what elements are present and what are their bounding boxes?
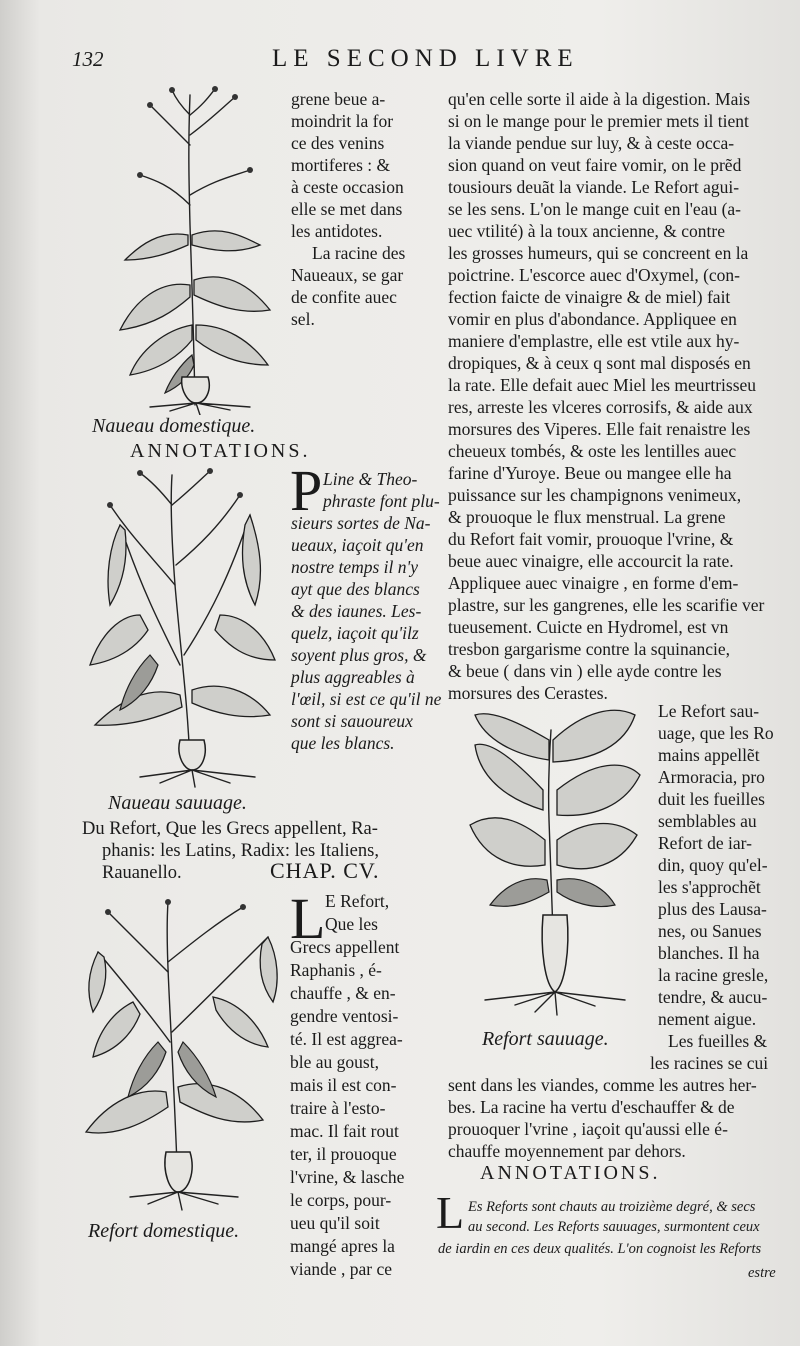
text-line: ueu qu'il soit <box>290 1213 380 1233</box>
text-line: à ceste occasion <box>291 177 404 197</box>
text-line: Refort de iar- <box>658 833 752 853</box>
text-line: poictrine. L'escorce auec d'Oxymel, (con- <box>448 265 741 285</box>
text-line: si on le mange pour le premier mets il tient <box>448 111 749 131</box>
naueau-domestique-illustration <box>110 85 280 415</box>
text-line: té. Il est aggrea- <box>290 1029 403 1049</box>
text-line: du Refort fait vomir, prouoque l'vrine, & <box>448 529 734 549</box>
text-line: plus des Lausa- <box>658 899 767 919</box>
text-line: nement aigue. <box>658 1009 757 1029</box>
text-line: mais il est con- <box>290 1075 397 1095</box>
text-line: prouoquer l'vrine , iaçoit qu'aussi elle é- <box>448 1119 728 1139</box>
text-line: qu'en celle sorte il aide à la digestion. Mais <box>448 89 751 109</box>
text-line: maniere d'emplastre, elle est vtile aux hy- <box>448 331 740 351</box>
text-line: vomir en plus d'abondance. Appliquee en <box>448 309 737 329</box>
text-line: Armoracia, pro <box>658 767 765 787</box>
text-line: au second. Les Reforts sauuages, surmontent ceux <box>468 1219 760 1235</box>
refort-domestique-illustration <box>78 892 283 1212</box>
text-line: E Refort, <box>325 891 390 911</box>
text-line: moindrit la for <box>291 111 394 131</box>
text-line: mac. Il fait rout <box>290 1121 399 1141</box>
text-line: la racine gresle, <box>658 965 769 985</box>
text-line: sel. <box>291 309 315 329</box>
text-line: mortiferes : & <box>291 155 391 175</box>
drop-cap: L <box>436 1187 465 1238</box>
text-line: que les blancs. <box>291 733 395 753</box>
annotations-heading: ANNOTATIONS. <box>130 440 311 462</box>
text-line: se les sens. L'on le mange cuit en l'eau (a- <box>448 199 742 219</box>
text-line: & beue ( dans vin ) elle ayde contre les <box>448 661 722 681</box>
naueau-sauuage-illustration <box>80 465 280 790</box>
text-line: les antidotes. <box>291 221 383 241</box>
text-line: morsures des Viperes. Elle fait renaistre les <box>448 419 751 439</box>
plant-caption: Naueau sauuage. <box>108 792 247 814</box>
plant-caption: Refort domestique. <box>88 1220 240 1242</box>
text-line: blanches. Il ha <box>658 943 760 963</box>
text-line: duit les fueilles <box>658 789 765 809</box>
text-line: chauffe , & en- <box>290 983 396 1003</box>
catchword: estre <box>748 1265 776 1281</box>
text-line: La racine des <box>312 243 406 263</box>
text-line: mains appellẽt <box>658 745 760 765</box>
text-line: cheueux tombés, & oste les lentilles auec <box>448 441 737 461</box>
text-line: chauffe moyennement par dehors. <box>448 1141 686 1161</box>
chapter-title-line: Du Refort, Que les Grecs appellent, Ra- <box>82 819 378 839</box>
text-line: plus aggreables à <box>291 667 415 687</box>
text-line: la rate. Elle defait auec Miel les meurtrisseu <box>448 375 757 395</box>
text-line: nes, ou Sanues <box>658 921 762 941</box>
text-line: grene beue a- <box>291 89 386 109</box>
text-line: Le Refort sau- <box>658 701 760 721</box>
text-line: soyent plus gros, & <box>291 645 427 665</box>
text-line: sont si sauoureux <box>291 711 413 731</box>
text-line: Line & Theo- <box>323 469 418 489</box>
text-line: phraste font plu- <box>323 491 440 511</box>
text-line: quelz, iaçoit qu'ilz <box>291 623 419 643</box>
text-line: traire à l'esto- <box>290 1098 386 1118</box>
text-line: de iardin en ces deux qualités. L'on cognoist les Reforts <box>438 1241 762 1257</box>
text-line: gendre ventosi- <box>290 1006 399 1026</box>
text-line: uec vtilité) à la toux ancienne, & contre <box>448 221 725 241</box>
text-line: morsures des Cerastes. <box>448 683 608 703</box>
text-line: mangé apres la <box>290 1236 395 1256</box>
text-line: fection faicte de vinaigre & de miel) fait <box>448 287 731 307</box>
text-line: tueusement. Cuicte en Hydromel, est vn <box>448 617 729 637</box>
plant-caption: Refort sauuage. <box>482 1028 609 1050</box>
text-line: ueaux, iaçoit qu'en <box>291 535 424 555</box>
text-line: bes. La racine ha vertu d'eschauffer & de <box>448 1097 735 1117</box>
text-line: ter, il prouoque <box>290 1144 397 1164</box>
plant-caption: Naueau domestique. <box>92 415 256 437</box>
text-line: sent dans les viandes, comme les autres her- <box>448 1075 757 1095</box>
page-number: 132 <box>72 47 104 71</box>
text-line: tendre, & aucu- <box>658 987 768 1007</box>
text-line: sion quand on veut faire vomir, on le prẽd <box>448 155 742 175</box>
text-line: res, arreste les vlceres corrosifs, & aide aux <box>448 397 753 417</box>
text-line: Les fueilles & <box>668 1031 768 1051</box>
chapter-number: CHAP. CV. <box>270 858 380 883</box>
refort-sauuage-illustration <box>445 700 650 1020</box>
text-line: ble au goust, <box>290 1052 379 1072</box>
text-line: la viande pendue sur luy, & à ceste occa- <box>448 133 735 153</box>
text-line: le corps, pour- <box>290 1190 392 1210</box>
text-line: beue auec vinaigre, elle accourcit la rate. <box>448 551 734 571</box>
chapter-title-line: Rauanello. <box>102 863 182 883</box>
text-line: dropiques, & à ceux q sont mal disposés en <box>448 353 751 373</box>
text-line: Raphanis , é- <box>290 960 382 980</box>
text-line: sieurs sortes de Na- <box>291 513 431 533</box>
text-line: & prouoque le flux menstrual. La grene <box>448 507 726 527</box>
text-line: les racines se cui <box>650 1053 769 1073</box>
text-line: Es Reforts sont chauts au troizième degré, & secs <box>468 1199 756 1215</box>
text-line: de confite auec <box>291 287 397 307</box>
text-line: l'œil, si est ce qu'il ne <box>291 689 442 709</box>
text-line: semblables au <box>658 811 757 831</box>
running-title: LE SECOND LIVRE <box>272 45 579 72</box>
drop-cap: L <box>290 886 326 951</box>
text-line: Que les <box>325 914 378 934</box>
text-line: Appliquee auec vinaigre , en forme d'em- <box>448 573 739 593</box>
text-line: tresbon gargarisme contre la squinancie, <box>448 639 731 659</box>
text-line: farine d'Yuroye. Beue ou mangee elle ha <box>448 463 732 483</box>
drop-cap: P <box>290 458 323 523</box>
text-line: uage, que les Ro <box>658 723 774 743</box>
text-line: Naueaux, se gar <box>291 265 404 285</box>
text-line: & des iaunes. Les- <box>291 601 422 621</box>
text-line: ayt que des blancs <box>291 579 420 599</box>
text-line: elle se met dans <box>291 199 403 219</box>
text-line: Grecs appellent <box>290 937 400 957</box>
chapter-title-line: phanis: les Latins, Radix: les Italiens, <box>102 841 379 861</box>
text-line: din, quoy qu'el- <box>658 855 768 875</box>
text-line: les grosses humeurs, qui se concreent en la <box>448 243 749 263</box>
text-line: viande , par ce <box>290 1259 393 1279</box>
text-line: plastre, sur les gangrenes, elle les scarifie ver <box>448 595 765 615</box>
text-line: ce des venins <box>291 133 385 153</box>
text-line: les s'approchẽt <box>658 877 761 897</box>
text-line: l'vrine, & lasche <box>290 1167 405 1187</box>
text-line: nostre temps il n'y <box>291 557 419 577</box>
text-line: tousiours deuãt la viande. Le Refort agui- <box>448 177 740 197</box>
annotations-heading: ANNOTATIONS. <box>480 1162 661 1184</box>
text-line: puissance sur les champignons venimeux, <box>448 485 742 505</box>
